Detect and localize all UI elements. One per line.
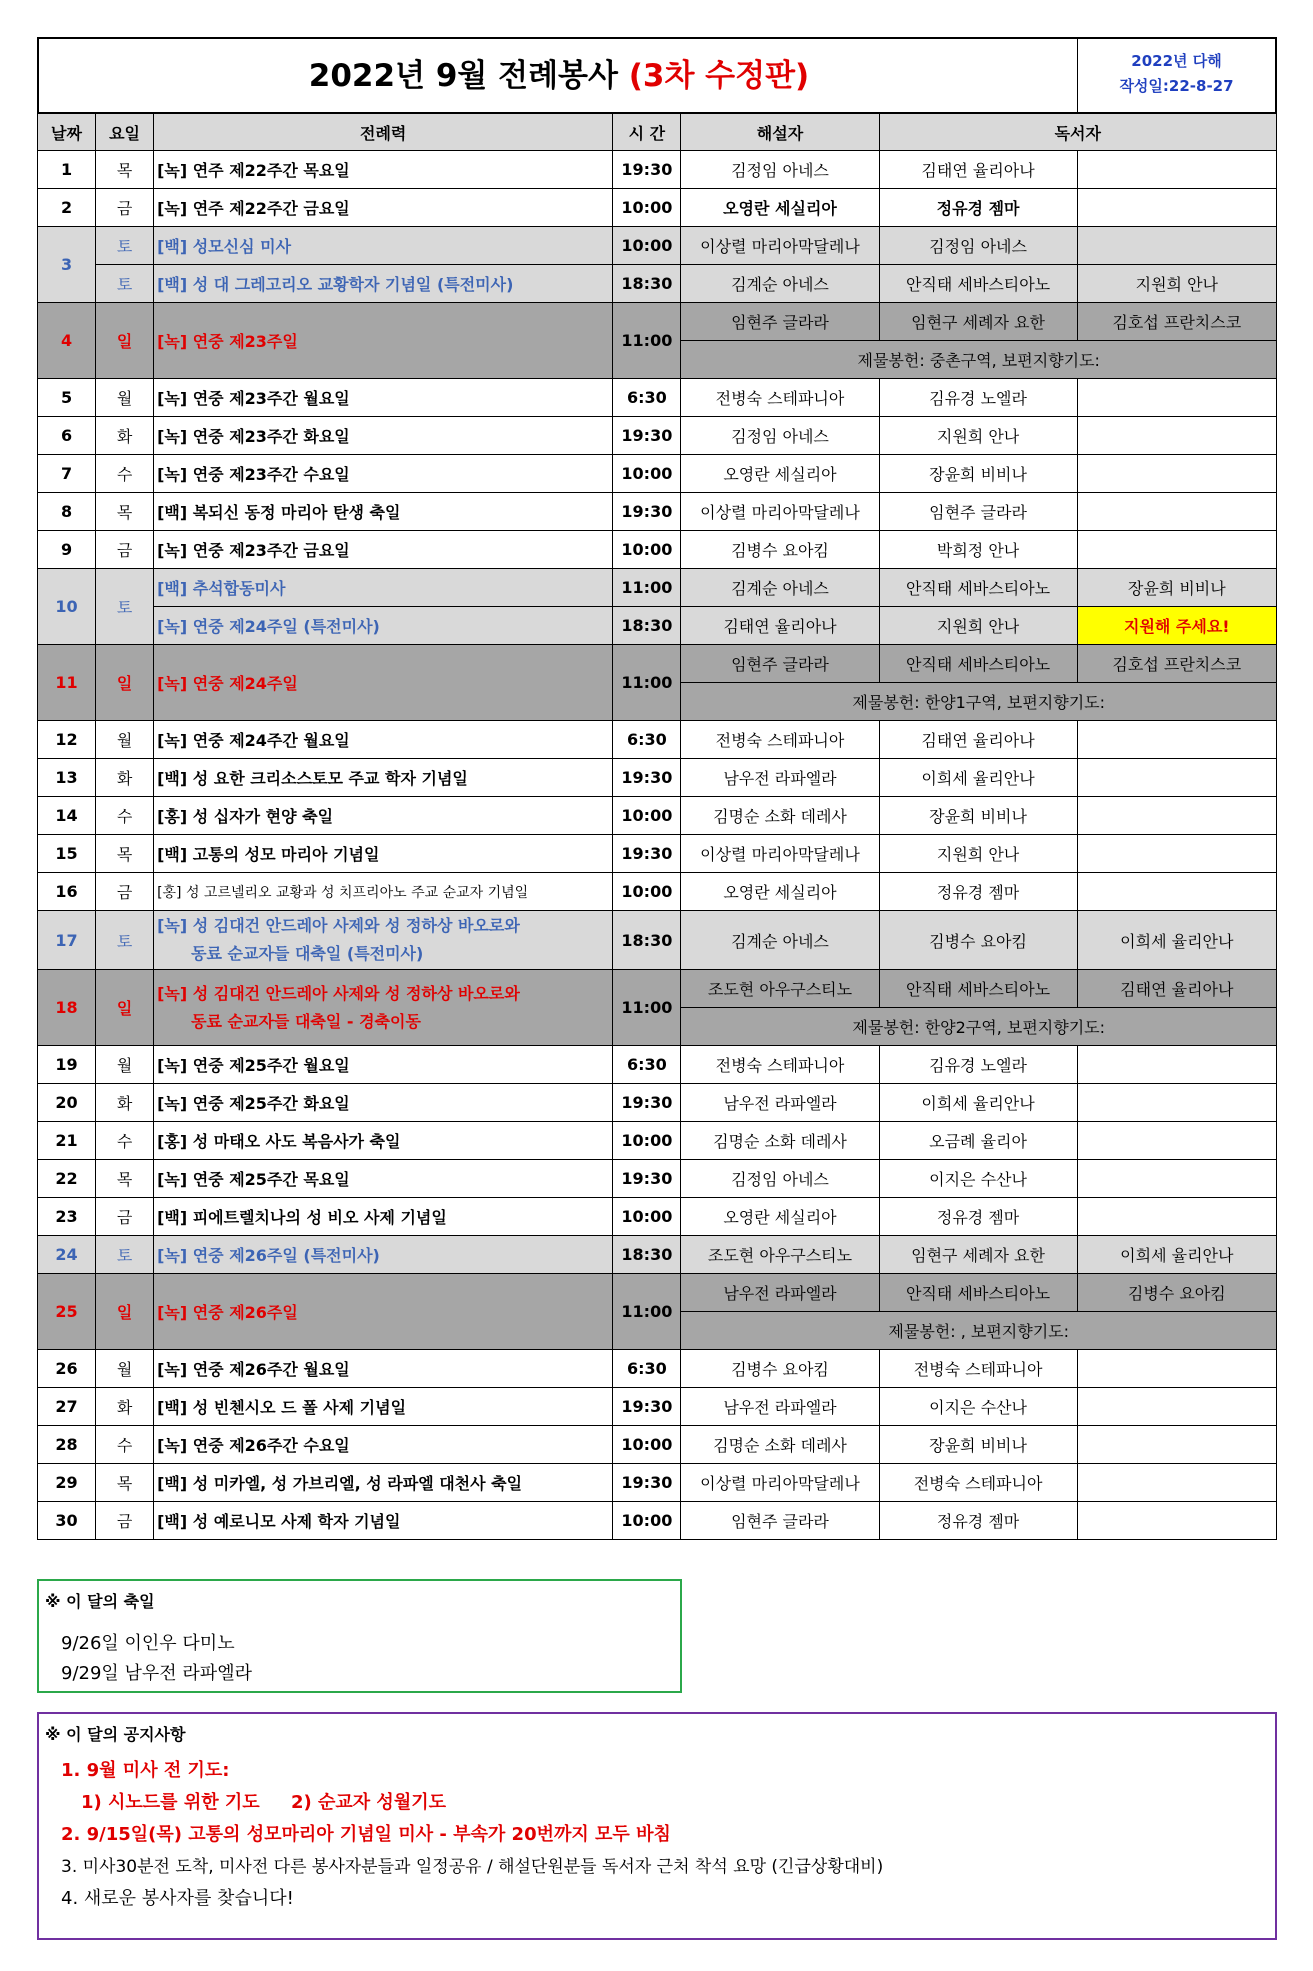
commentator-cell: 임현주 글라라 <box>681 303 879 341</box>
reader1-cell: 이희세 율리안나 <box>879 1084 1077 1122</box>
reader2-cell <box>1077 721 1276 759</box>
time-cell: 10:00 <box>613 1122 681 1160</box>
reader1-cell: 이희세 율리안나 <box>879 759 1077 797</box>
time-cell: 19:30 <box>613 1388 681 1426</box>
volunteer-needed-cell: 지원해 주세요! <box>1077 607 1276 645</box>
commentator-cell: 오영란 세실리아 <box>681 1198 879 1236</box>
feast-line: 9/26일 이인우 다미노 <box>61 1633 235 1654</box>
commentator-cell: 이상렬 마리아막달레나 <box>681 1464 879 1502</box>
reader2-cell <box>1077 759 1276 797</box>
reader2-cell <box>1077 1502 1276 1540</box>
dow-cell: 토 <box>96 911 154 970</box>
date-cell: 19 <box>38 1046 96 1084</box>
table-row <box>38 227 1277 265</box>
reader1-cell: 지원희 안나 <box>879 417 1077 455</box>
table-row <box>38 1236 1277 1274</box>
title-main: 2022년 9월 전례봉사 <box>308 58 629 94</box>
reader2-cell <box>1077 227 1276 265</box>
notice-line: 1) 시노드를 위한 기도 2) 순교자 성월기도 <box>81 1792 446 1813</box>
liturgy-line-2: 동료 순교자들 대축일 (특전미사) <box>191 944 424 963</box>
reader2-cell <box>1077 1198 1276 1236</box>
notice-line: 4. 새로운 봉사자를 찾습니다! <box>61 1888 294 1909</box>
reader1-cell: 장윤희 비비나 <box>879 455 1077 493</box>
notice-box <box>37 1712 1277 1940</box>
feast-days-box <box>37 1579 682 1693</box>
time-cell: 11:00 <box>613 303 681 379</box>
reader1-cell: 이지은 수산나 <box>879 1160 1077 1198</box>
commentator-cell: 남우전 라파엘라 <box>681 1388 879 1426</box>
offering-note: 제물봉헌: 중촌구역, 보편지향기도: <box>681 341 1277 379</box>
dow-cell: 수 <box>96 455 154 493</box>
table-row <box>38 721 1277 759</box>
dow-cell: 수 <box>96 1426 154 1464</box>
notice-line: 3. 미사30분전 도착, 미사전 다른 봉사자분들과 일정공유 / 해설단원분들 독서자 근처 착석 요망 (긴급상황대비) <box>61 1857 884 1877</box>
date-cell: 9 <box>38 531 96 569</box>
commentator-cell: 이상렬 마리아막달레나 <box>681 227 879 265</box>
time-cell: 10:00 <box>613 797 681 835</box>
commentator-cell: 김정임 아네스 <box>681 1160 879 1198</box>
reader1-cell: 전병숙 스테파니아 <box>879 1350 1077 1388</box>
liturgy-cell: [녹] 연중 제26주일 (특전미사) <box>154 1236 613 1274</box>
date-cell: 6 <box>38 417 96 455</box>
time-cell: 19:30 <box>613 1464 681 1502</box>
reader1-cell: 안직태 세바스티아노 <box>879 1274 1077 1312</box>
page-title <box>39 39 1079 113</box>
date-cell: 16 <box>38 873 96 911</box>
table-row <box>38 911 1277 970</box>
table-row <box>38 189 1277 227</box>
reader2-cell <box>1077 1122 1276 1160</box>
table-row <box>38 1198 1277 1236</box>
commentator-cell: 남우전 라파엘라 <box>681 1274 879 1312</box>
date-cell: 12 <box>38 721 96 759</box>
dow-cell: 토 <box>96 569 154 645</box>
time-cell: 19:30 <box>613 151 681 189</box>
dow-cell: 월 <box>96 1046 154 1084</box>
dow-cell: 목 <box>96 151 154 189</box>
liturgy-cell: [백] 성 요한 크리소스토모 주교 학자 기념일 <box>154 759 613 797</box>
liturgy-cell: [녹] 연중 제23주간 월요일 <box>154 379 613 417</box>
reader2-cell <box>1077 873 1276 911</box>
time-cell: 18:30 <box>613 1236 681 1274</box>
table-row <box>38 873 1277 911</box>
reader2-cell <box>1077 1084 1276 1122</box>
reader2-cell <box>1077 151 1276 189</box>
date-cell: 29 <box>38 1464 96 1502</box>
reader2-cell <box>1077 417 1276 455</box>
commentator-cell: 오영란 세실리아 <box>681 873 879 911</box>
dow-cell: 수 <box>96 797 154 835</box>
reader2-cell: 이희세 율리안나 <box>1077 1236 1276 1274</box>
dow-cell: 수 <box>96 1122 154 1160</box>
table-row <box>38 1464 1277 1502</box>
offering-note: 제물봉헌: 한양1구역, 보편지향기도: <box>681 683 1277 721</box>
table-row <box>38 1502 1277 1540</box>
time-cell: 10:00 <box>613 189 681 227</box>
liturgy-cell: [백] 피에트렐치나의 성 비오 사제 기념일 <box>154 1198 613 1236</box>
liturgy-cell: [녹] 연중 제23주간 수요일 <box>154 455 613 493</box>
reader1-cell: 김병수 요아킴 <box>879 911 1077 970</box>
reader2-cell <box>1077 1046 1276 1084</box>
liturgy-cell: [녹] 연주 제22주간 금요일 <box>154 189 613 227</box>
reader2-cell <box>1077 189 1276 227</box>
time-cell: 19:30 <box>613 835 681 873</box>
reader2-cell <box>1077 1350 1276 1388</box>
liturgy-cell: [백] 복되신 동정 마리아 탄생 축일 <box>154 493 613 531</box>
reader2-cell <box>1077 1160 1276 1198</box>
commentator-cell: 전병숙 스테파니아 <box>681 1046 879 1084</box>
commentator-cell: 김태연 율리아나 <box>681 607 879 645</box>
liturgy-cell: [녹] 연중 제26주간 월요일 <box>154 1350 613 1388</box>
liturgy-line-1: [녹] 성 김대건 안드레아 사제와 성 정하상 바오로와 <box>157 916 520 935</box>
title-box <box>37 37 1277 113</box>
col-dow: 요일 <box>96 114 154 151</box>
table-row <box>38 1426 1277 1464</box>
reader2-cell <box>1077 531 1276 569</box>
commentator-cell: 김정임 아네스 <box>681 151 879 189</box>
reader2-cell: 지원희 안나 <box>1077 265 1276 303</box>
time-cell: 19:30 <box>613 1084 681 1122</box>
reader1-cell: 안직태 세바스티아노 <box>879 970 1077 1008</box>
reader1-cell: 정유경 젬마 <box>879 189 1077 227</box>
liturgy-cell: [녹] 연중 제25주간 월요일 <box>154 1046 613 1084</box>
reader1-cell: 안직태 세바스티아노 <box>879 645 1077 683</box>
reader2-cell <box>1077 835 1276 873</box>
table-row <box>38 455 1277 493</box>
schedule-sheet <box>37 37 1277 1540</box>
commentator-cell: 이상렬 마리아막달레나 <box>681 493 879 531</box>
table-row <box>38 970 1277 1008</box>
liturgy-cell: [녹] 연중 제24주간 월요일 <box>154 721 613 759</box>
date-cell: 17 <box>38 911 96 970</box>
time-cell: 6:30 <box>613 721 681 759</box>
reader2-cell <box>1077 1388 1276 1426</box>
time-cell: 11:00 <box>613 569 681 607</box>
commentator-cell: 임현주 글라라 <box>681 645 879 683</box>
dow-cell: 금 <box>96 531 154 569</box>
liturgy-cell: [녹] 연중 제23주일 <box>154 303 613 379</box>
reader1-cell: 지원희 안나 <box>879 607 1077 645</box>
table-row <box>38 797 1277 835</box>
table-row <box>38 379 1277 417</box>
reader1-cell: 장윤희 비비나 <box>879 1426 1077 1464</box>
reader1-cell: 정유경 젬마 <box>879 1198 1077 1236</box>
table-row <box>38 531 1277 569</box>
dow-cell: 화 <box>96 1388 154 1426</box>
year-label: 2022년 다해 <box>1131 52 1222 70</box>
table-row <box>38 265 1277 303</box>
liturgy-cell: [녹] 연중 제25주간 목요일 <box>154 1160 613 1198</box>
table-row <box>38 835 1277 873</box>
col-liturgy: 전례력 <box>154 114 613 151</box>
dow-cell: 목 <box>96 835 154 873</box>
time-cell: 11:00 <box>613 645 681 721</box>
reader1-cell: 정유경 젬마 <box>879 1502 1077 1540</box>
dow-cell: 토 <box>96 265 154 303</box>
table-row <box>38 303 1277 341</box>
feast-line: 9/29일 남우전 라파엘라 <box>61 1663 252 1684</box>
dow-cell: 일 <box>96 303 154 379</box>
commentator-cell: 김명순 소화 데레사 <box>681 1122 879 1160</box>
table-row <box>38 1084 1277 1122</box>
dow-cell: 금 <box>96 873 154 911</box>
commentator-cell: 오영란 세실리아 <box>681 189 879 227</box>
title-revision: (3차 수정판) <box>628 58 810 94</box>
table-header <box>38 114 1277 151</box>
reader1-cell: 장윤희 비비나 <box>879 797 1077 835</box>
liturgy-line-1: [녹] 성 김대건 안드레아 사제와 성 정하상 바오로와 <box>157 983 520 1003</box>
time-cell: 6:30 <box>613 379 681 417</box>
date-cell: 3 <box>38 227 96 303</box>
dow-cell: 월 <box>96 1350 154 1388</box>
liturgy-cell <box>154 970 613 1046</box>
liturgy-cell: [녹] 연중 제26주간 수요일 <box>154 1426 613 1464</box>
dow-cell: 화 <box>96 1084 154 1122</box>
date-cell: 18 <box>38 970 96 1046</box>
time-cell: 18:30 <box>613 265 681 303</box>
time-cell: 10:00 <box>613 873 681 911</box>
reader1-cell: 안직태 세바스티아노 <box>879 569 1077 607</box>
liturgy-cell: [백] 성 대 그레고리오 교황학자 기념일 (특전미사) <box>154 265 613 303</box>
reader1-cell: 임현구 세례자 요한 <box>879 1236 1077 1274</box>
liturgy-cell: [녹] 연주 제22주간 목요일 <box>154 151 613 189</box>
liturgy-cell: [백] 성 미카엘, 성 가브리엘, 성 라파엘 대천사 축일 <box>154 1464 613 1502</box>
dow-cell: 화 <box>96 417 154 455</box>
liturgy-cell: [홍] 성 마태오 사도 복음사가 축일 <box>154 1122 613 1160</box>
dow-cell: 금 <box>96 1502 154 1540</box>
time-cell: 18:30 <box>613 911 681 970</box>
feast-heading: ※ 이 달의 축일 <box>45 1592 155 1611</box>
table-row <box>38 1122 1277 1160</box>
commentator-cell: 남우전 라파엘라 <box>681 1084 879 1122</box>
liturgy-cell: [녹] 연중 제24주일 (특전미사) <box>154 607 613 645</box>
reader1-cell: 김정임 아네스 <box>879 227 1077 265</box>
commentator-cell: 전병숙 스테파니아 <box>681 721 879 759</box>
time-cell: 6:30 <box>613 1046 681 1084</box>
reader1-cell: 안직태 세바스티아노 <box>879 265 1077 303</box>
liturgy-cell: [녹] 연중 제23주간 화요일 <box>154 417 613 455</box>
commentator-cell: 조도현 아우구스티노 <box>681 1236 879 1274</box>
reader1-cell: 김태연 율리아나 <box>879 151 1077 189</box>
reader1-cell: 지원희 안나 <box>879 835 1077 873</box>
col-readers: 독서자 <box>879 114 1276 151</box>
table-row <box>38 151 1277 189</box>
dow-cell: 금 <box>96 189 154 227</box>
reader1-cell: 김유경 노엘라 <box>879 1046 1077 1084</box>
commentator-cell: 오영란 세실리아 <box>681 455 879 493</box>
dow-cell: 일 <box>96 645 154 721</box>
reader1-cell: 임현구 세례자 요한 <box>879 303 1077 341</box>
reader2-cell <box>1077 493 1276 531</box>
reader2-cell: 김태연 율리아나 <box>1077 970 1276 1008</box>
dow-cell: 일 <box>96 970 154 1046</box>
commentator-cell: 전병숙 스테파니아 <box>681 379 879 417</box>
notice-line: 1. 9월 미사 전 기도: <box>61 1760 230 1781</box>
time-cell: 11:00 <box>613 1274 681 1350</box>
date-cell: 15 <box>38 835 96 873</box>
reader1-cell: 이지은 수산나 <box>879 1388 1077 1426</box>
reader1-cell: 정유경 젬마 <box>879 873 1077 911</box>
reader2-cell: 김호섭 프란치스코 <box>1077 303 1276 341</box>
dow-cell: 토 <box>96 1236 154 1274</box>
time-cell: 6:30 <box>613 1350 681 1388</box>
table-row <box>38 607 1277 645</box>
time-cell: 10:00 <box>613 227 681 265</box>
liturgy-cell: [녹] 연중 제23주간 금요일 <box>154 531 613 569</box>
table-row <box>38 1350 1277 1388</box>
date-cell: 24 <box>38 1236 96 1274</box>
reader2-cell <box>1077 455 1276 493</box>
commentator-cell: 김병수 요아킴 <box>681 531 879 569</box>
notice-heading: ※ 이 달의 공지사항 <box>45 1725 186 1744</box>
commentator-cell: 임현주 글라라 <box>681 1502 879 1540</box>
liturgy-cell: [홍] 성 십자가 현양 축일 <box>154 797 613 835</box>
reader2-cell: 장윤희 비비나 <box>1077 569 1276 607</box>
reader2-cell: 이희세 율리안나 <box>1077 911 1276 970</box>
liturgy-cell: [녹] 연중 제25주간 화요일 <box>154 1084 613 1122</box>
date-cell: 28 <box>38 1426 96 1464</box>
commentator-cell: 김계순 아네스 <box>681 569 879 607</box>
table-row <box>38 645 1277 683</box>
commentator-cell: 조도현 아우구스티노 <box>681 970 879 1008</box>
reader2-cell <box>1077 1426 1276 1464</box>
liturgy-cell: [백] 성모신심 미사 <box>154 227 613 265</box>
liturgy-cell: [백] 성 예로니모 사제 학자 기념일 <box>154 1502 613 1540</box>
date-cell: 8 <box>38 493 96 531</box>
time-cell: 18:30 <box>613 607 681 645</box>
schedule-table <box>37 113 1277 1540</box>
liturgy-cell: [백] 고통의 성모 마리아 기념일 <box>154 835 613 873</box>
offering-note: 제물봉헌: 한양2구역, 보편지향기도: <box>681 1008 1277 1046</box>
date-cell: 21 <box>38 1122 96 1160</box>
date-cell: 5 <box>38 379 96 417</box>
reader1-cell: 오금례 율리아 <box>879 1122 1077 1160</box>
date-cell: 1 <box>38 151 96 189</box>
dow-cell: 월 <box>96 379 154 417</box>
date-cell: 22 <box>38 1160 96 1198</box>
date-cell: 27 <box>38 1388 96 1426</box>
title-info <box>1077 39 1275 113</box>
date-cell: 20 <box>38 1084 96 1122</box>
liturgy-cell: [녹] 연중 제26주일 <box>154 1274 613 1350</box>
dow-cell: 일 <box>96 1274 154 1350</box>
reader1-cell: 김태연 율리아나 <box>879 721 1077 759</box>
time-cell: 10:00 <box>613 455 681 493</box>
commentator-cell: 김명순 소화 데레사 <box>681 797 879 835</box>
created-date: 작성일:22-8-27 <box>1119 77 1234 95</box>
date-cell: 7 <box>38 455 96 493</box>
dow-cell: 목 <box>96 493 154 531</box>
liturgy-cell <box>154 911 613 970</box>
reader1-cell: 김유경 노엘라 <box>879 379 1077 417</box>
notice-line: 2. 9/15일(목) 고통의 성모마리아 기념일 미사 - 부속가 20번까지 모두 바침 <box>61 1824 671 1845</box>
time-cell: 10:00 <box>613 531 681 569</box>
time-cell: 19:30 <box>613 759 681 797</box>
liturgy-cell: [백] 추석합동미사 <box>154 569 613 607</box>
table-row <box>38 493 1277 531</box>
offering-note: 제물봉헌: , 보편지향기도: <box>681 1312 1277 1350</box>
date-cell: 14 <box>38 797 96 835</box>
dow-cell: 토 <box>96 227 154 265</box>
col-time: 시 간 <box>613 114 681 151</box>
date-cell: 13 <box>38 759 96 797</box>
date-cell: 10 <box>38 569 96 645</box>
commentator-cell: 김계순 아네스 <box>681 265 879 303</box>
table-row <box>38 1046 1277 1084</box>
date-cell: 4 <box>38 303 96 379</box>
reader1-cell: 전병숙 스테파니아 <box>879 1464 1077 1502</box>
table-row <box>38 1388 1277 1426</box>
dow-cell: 금 <box>96 1198 154 1236</box>
reader2-cell: 김호섭 프란치스코 <box>1077 645 1276 683</box>
date-cell: 30 <box>38 1502 96 1540</box>
commentator-cell: 이상렬 마리아막달레나 <box>681 835 879 873</box>
time-cell: 10:00 <box>613 1198 681 1236</box>
dow-cell: 목 <box>96 1464 154 1502</box>
time-cell: 19:30 <box>613 1160 681 1198</box>
date-cell: 23 <box>38 1198 96 1236</box>
date-cell: 2 <box>38 189 96 227</box>
table-row <box>38 417 1277 455</box>
dow-cell: 화 <box>96 759 154 797</box>
dow-cell: 목 <box>96 1160 154 1198</box>
time-cell: 19:30 <box>613 417 681 455</box>
reader2-cell <box>1077 379 1276 417</box>
time-cell: 10:00 <box>613 1426 681 1464</box>
time-cell: 19:30 <box>613 493 681 531</box>
reader1-cell: 임현주 글라라 <box>879 493 1077 531</box>
liturgy-cell: [백] 성 빈첸시오 드 폴 사제 기념일 <box>154 1388 613 1426</box>
table-row <box>38 759 1277 797</box>
time-cell: 11:00 <box>613 970 681 1046</box>
commentator-cell: 김명순 소화 데레사 <box>681 1426 879 1464</box>
commentator-cell: 남우전 라파엘라 <box>681 759 879 797</box>
liturgy-line-2: 동료 순교자들 대축일 - 경축이동 <box>191 1011 421 1031</box>
date-cell: 11 <box>38 645 96 721</box>
reader2-cell: 김병수 요아킴 <box>1077 1274 1276 1312</box>
col-date: 날짜 <box>38 114 96 151</box>
date-cell: 26 <box>38 1350 96 1388</box>
liturgy-cell: [홍] 성 고르넬리오 교황과 성 치프리아노 주교 순교자 기념일 <box>154 873 613 911</box>
col-commentator: 해설자 <box>681 114 879 151</box>
reader1-cell: 박희정 안나 <box>879 531 1077 569</box>
table-row <box>38 1274 1277 1312</box>
time-cell: 10:00 <box>613 1502 681 1540</box>
table-row <box>38 569 1277 607</box>
dow-cell: 월 <box>96 721 154 759</box>
liturgy-cell: [녹] 연중 제24주일 <box>154 645 613 721</box>
commentator-cell: 김계순 아네스 <box>681 911 879 970</box>
reader2-cell <box>1077 1464 1276 1502</box>
commentator-cell: 김정임 아네스 <box>681 417 879 455</box>
date-cell: 25 <box>38 1274 96 1350</box>
commentator-cell: 김병수 요아킴 <box>681 1350 879 1388</box>
reader2-cell <box>1077 797 1276 835</box>
table-row <box>38 1160 1277 1198</box>
